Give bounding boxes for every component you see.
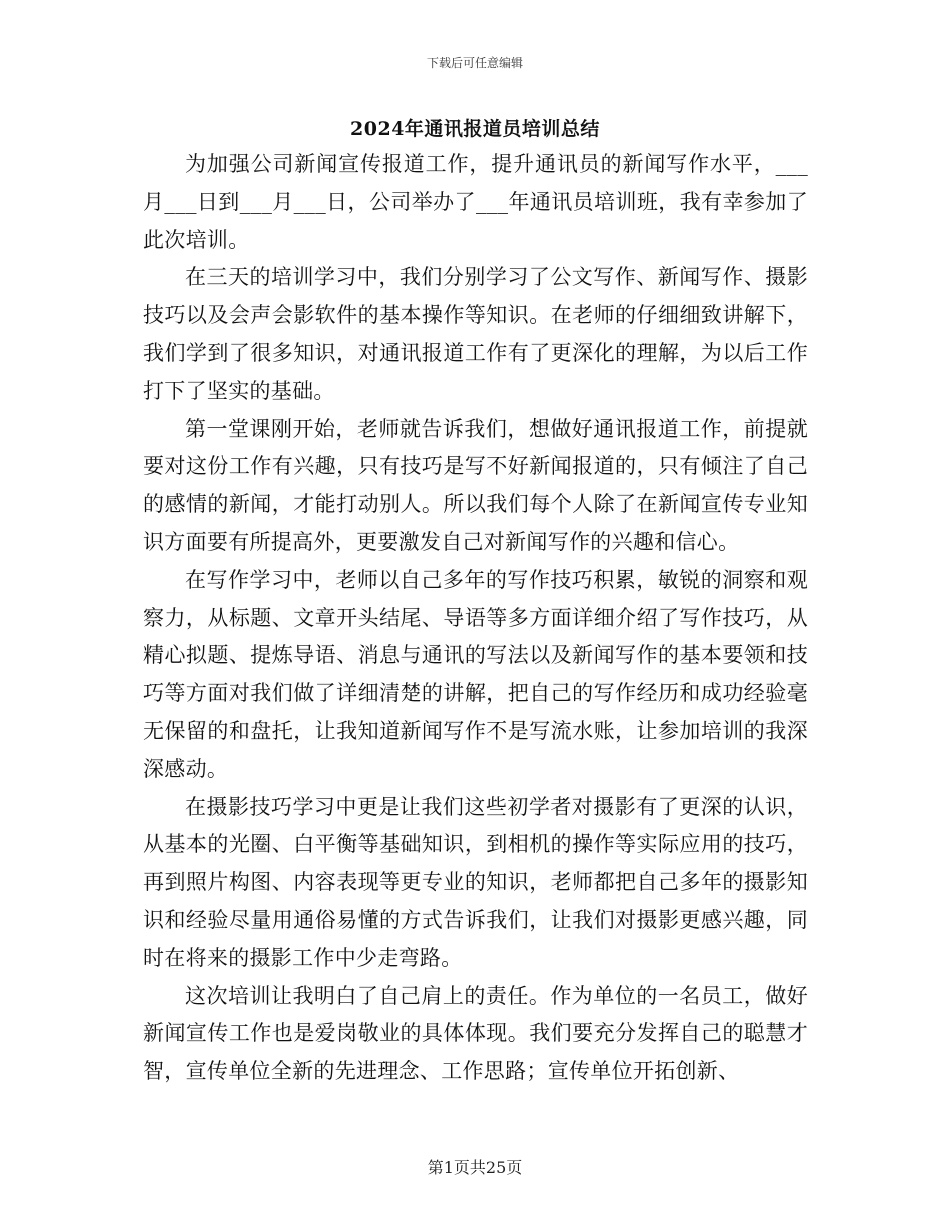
document-body [143, 146, 808, 1091]
paragraph-4: 在写作学习中，老师以自己多年的写作技巧积累，敏锐的洞察和观察力，从标题、文章开头结尾、导语等多方面详细介绍了写作技巧，从精心拟题、提炼导语、消息与通讯的写法以及新闻写作的基本要领和技巧等方面对我们做了详细清楚的讲解，把自己的写作经历和成功经验毫无保留的和盘托，让我知道新闻写作不是写流水账，让参加培训的我深深感动。 [143, 567, 808, 781]
paragraph-2: 在三天的培训学习中，我们分别学习了公文写作、新闻写作、摄影技巧以及会声会影软件的基本操作等知识。在老师的仔细细致讲解下，我们学到了很多知识，对通讯报道工作有了更深化的理解，为以后工作打下了坚实的基础。 [143, 265, 808, 403]
document-title: 2024年通讯报道员培训总结 [350, 118, 600, 140]
paragraph-3: 第一堂课刚开始，老师就告诉我们，想做好通讯报道工作，前提就要对这份工作有兴趣，只有技巧是写不好新闻报道的，只有倾注了自己的感情的新闻，才能打动别人。所以我们每个人除了在新闻宣传专业知识方面要有所提高外，更要激发自己对新闻写作的兴趣和信心。 [143, 416, 808, 554]
page-number: 第1页共25页 [427, 1158, 523, 1177]
paragraph-6: 这次培训让我明白了自己肩上的责任。作为单位的一名员工，做好新闻宣传工作也是爱岗敬业的具体体现。我们要充分发挥自己的聪慧才智，宣传单位全新的先进理念、工作思路；宣传单位开拓创新、 [143, 983, 808, 1084]
header-note: 下载后可任意编辑 [426, 56, 523, 70]
paragraph-1: 为加强公司新闻宣传报道工作，提升通讯员的新闻写作水平，___月___日到___月___日，公司举办了___年通讯员培训班，我有幸参加了此次培训。 [143, 152, 808, 252]
paragraph-5: 在摄影技巧学习中更是让我们这些初学者对摄影有了更深的认识，从基本的光圈、白平衡等基础知识，到相机的操作等实际应用的技巧，再到照片构图、内容表现等更专业的知识，老师都把自己多年的摄影知识和经验尽量用通俗易懂的方式告诉我们，让我们对摄影更感兴趣，同时在将来的摄影工作中少走弯路。 [143, 794, 808, 970]
